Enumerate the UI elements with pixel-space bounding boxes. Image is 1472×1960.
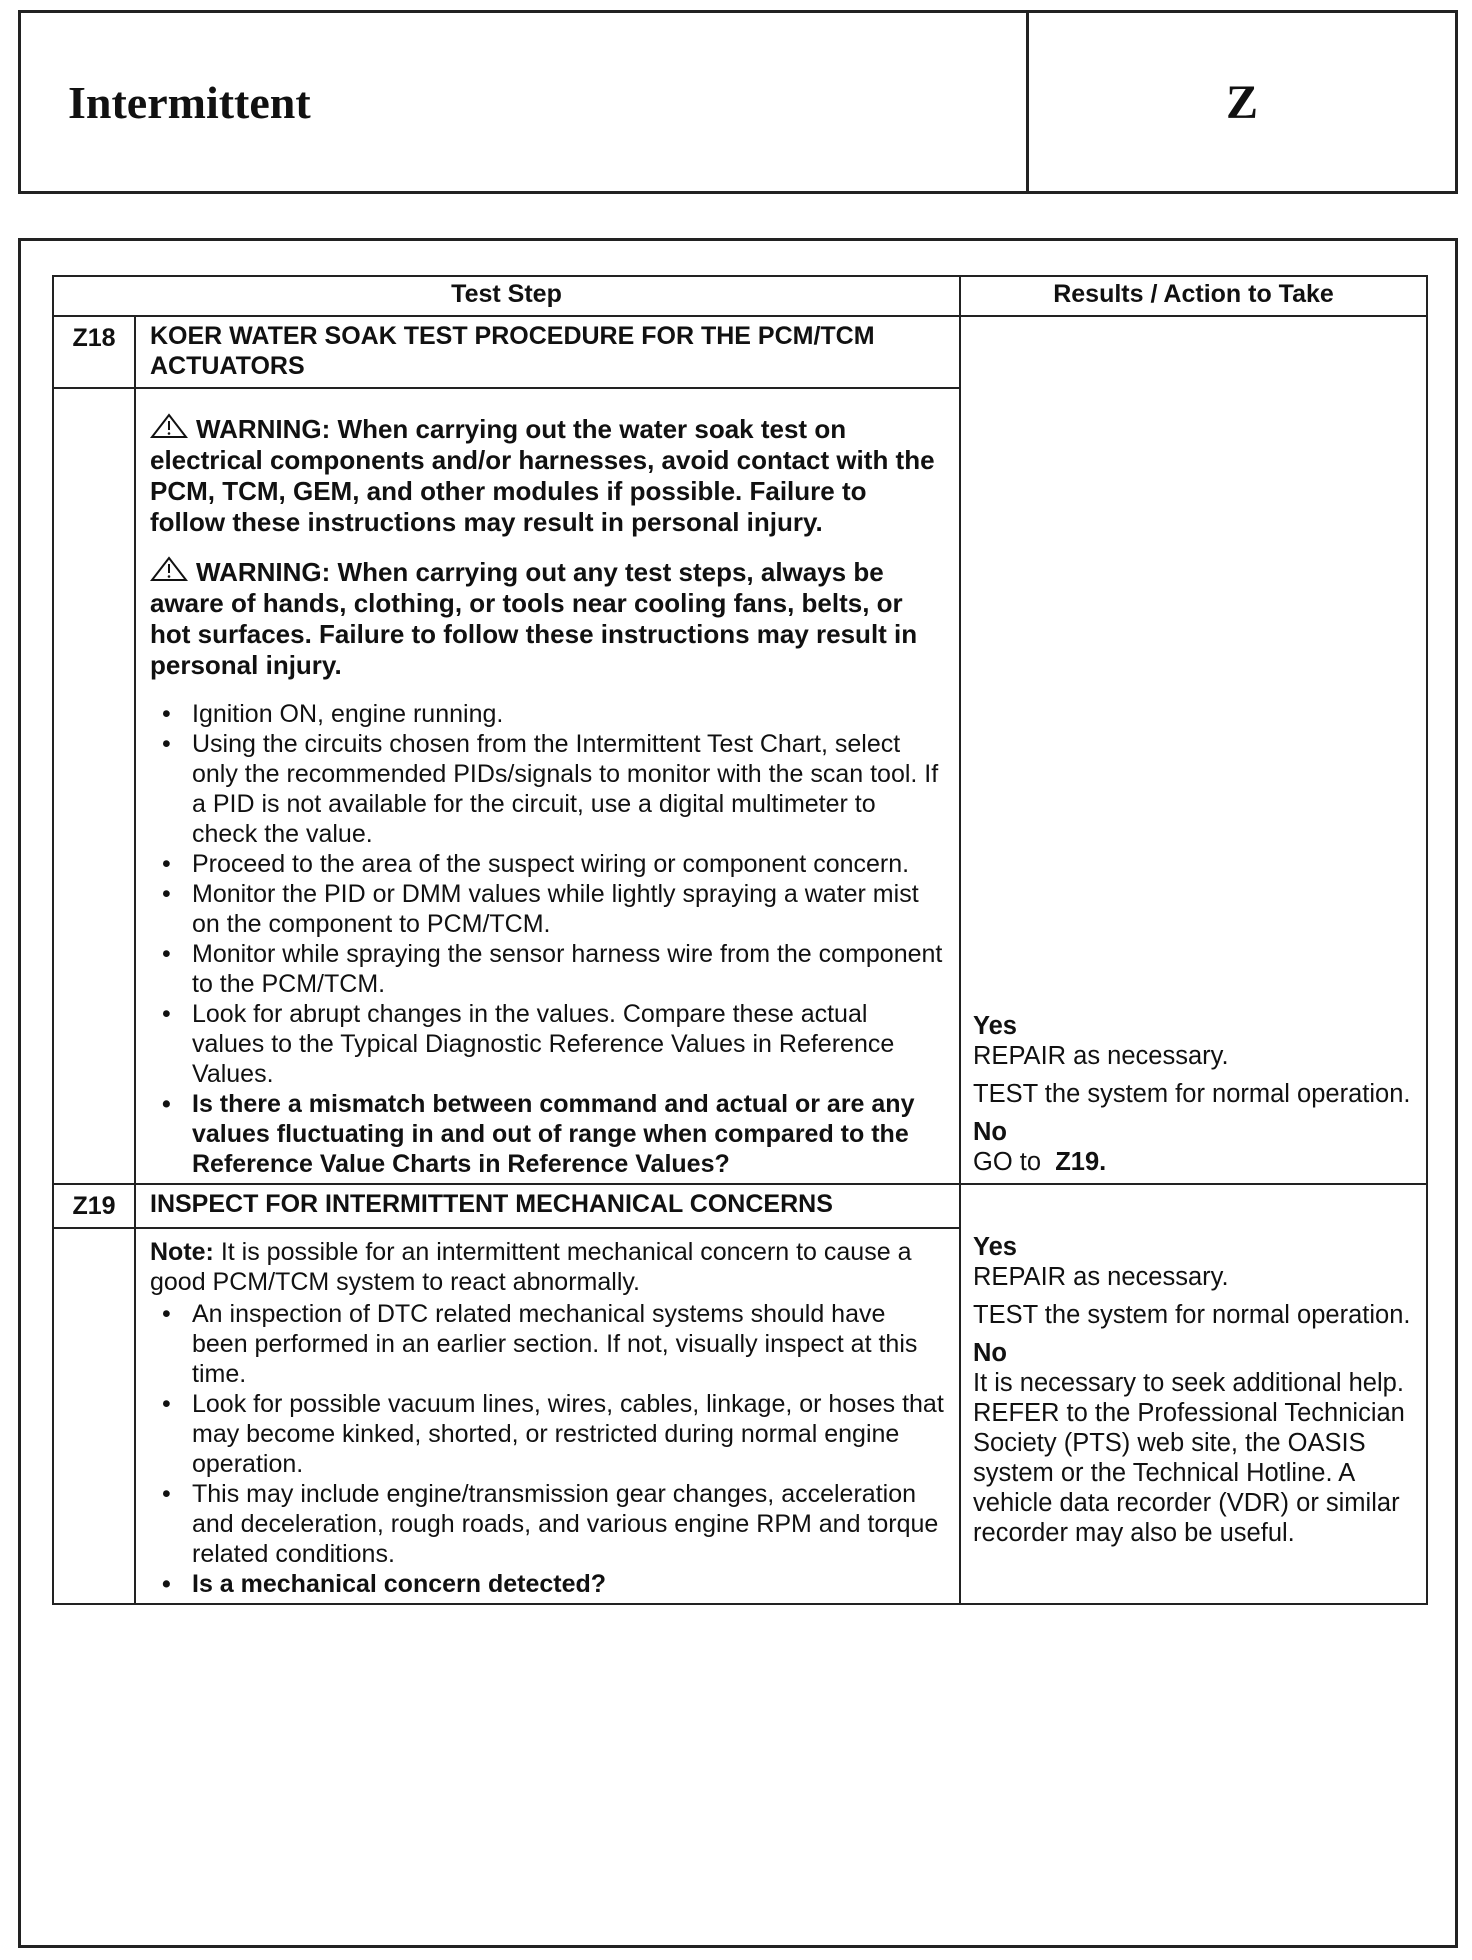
- step-id-spacer: [53, 1228, 135, 1604]
- list-item: • This may include engine/transmission gear changes, acceleration and deceleration, rough roads, and various engine RPM and torque related conditions.: [150, 1479, 945, 1569]
- section-title: Intermittent: [68, 76, 311, 128]
- step-question: • Is a mechanical concern detected?: [150, 1569, 945, 1599]
- warning-text: WARNING: When carrying out any test steps, always be aware of hands, clothing, or tools near cooling fans, belts, or hot surfaces. Failure to follow these instructions may result in personal injury.: [150, 557, 918, 680]
- list-item: • Using the circuits chosen from the Intermittent Test Chart, select only the recommended PIDs/signals to monitor with the scan tool. If a PID is not available for the circuit, use a digital multimeter to check the value.: [150, 729, 945, 849]
- header-title-cell: [21, 13, 1029, 191]
- result-no-text: GO to: [973, 1148, 1042, 1176]
- col-header-results: Results / Action to Take: [960, 276, 1427, 316]
- step-question: • Is there a mismatch between command and actual or are any values fluctuating in and out of range when compared to the Reference Value Charts in Reference Values?: [150, 1089, 945, 1179]
- result-yes-action: TEST the system for normal operation.: [973, 1080, 1411, 1108]
- step-id: Z18: [53, 316, 135, 388]
- list-item: • Ignition ON, engine running.: [150, 699, 945, 729]
- step-id-spacer: [53, 388, 135, 1184]
- list-item: • Proceed to the area of the suspect wiring or component concern.: [150, 849, 945, 879]
- step-title-row: [53, 316, 1427, 388]
- results-cell-top: [960, 1184, 1427, 1228]
- list-item: • Look for abrupt changes in the values. Compare these actual values to the Typical Diagnostic Reference Values in Reference Values.: [150, 999, 945, 1089]
- result-yes-action: REPAIR as necessary.: [973, 1042, 1229, 1070]
- note-block: [150, 1237, 945, 1297]
- result-no-label: No: [973, 1339, 1008, 1367]
- note-label: Note:: [150, 1238, 214, 1266]
- warning-triangle-icon: [150, 413, 188, 439]
- result-no-action: It is necessary to seek additional help. REFER to the Professional Technician Society (PTS) web site, the OASIS system or the Technical Hotline. A vehicle data recorder (VDR) or similar recorder may also be useful.: [973, 1369, 1405, 1547]
- step-body: [135, 1228, 960, 1604]
- results-cell: [960, 316, 1427, 1184]
- header-letter-cell: [1029, 13, 1455, 191]
- result-yes-label: Yes: [973, 1233, 1017, 1261]
- result-no-action: [973, 1147, 1414, 1177]
- step-body: [135, 388, 960, 1184]
- step-body-row: [53, 1228, 1427, 1604]
- warning-block: [150, 556, 945, 681]
- result-yes-label: Yes: [973, 1012, 1017, 1040]
- step-title-row: [53, 1184, 1427, 1228]
- list-item: • Look for possible vacuum lines, wires, cables, linkage, or hoses that may become kinked, shorted, or restricted during normal engine operation.: [150, 1389, 945, 1479]
- list-item: • Monitor the PID or DMM values while lightly spraying a water mist on the component to PCM/TCM.: [150, 879, 945, 939]
- result-yes-action: REPAIR as necessary.: [973, 1263, 1229, 1291]
- warning-text: WARNING: When carrying out the water soak test on electrical components and/or harnesses, avoid contact with the PCM, TCM, GEM, and other modules if possible. Failure to follow these instructions may result in personal injury.: [150, 414, 935, 537]
- step-bullet-list: [150, 699, 945, 1179]
- result-no-target: Z19.: [1055, 1148, 1107, 1176]
- section-letter: Z: [1225, 75, 1258, 129]
- step-title: INSPECT FOR INTERMITTENT MECHANICAL CONCERNS: [135, 1184, 960, 1228]
- step-title: KOER WATER SOAK TEST PROCEDURE FOR THE PCM/TCM ACTUATORS: [135, 316, 960, 388]
- result-no-label: No: [973, 1118, 1008, 1146]
- step-bullet-list: [150, 1299, 945, 1599]
- step-id: Z19: [53, 1184, 135, 1228]
- col-header-test-step: Test Step: [53, 276, 960, 316]
- warning-triangle-icon: [150, 556, 188, 582]
- test-step-table: [52, 275, 1428, 1605]
- list-item: • Monitor while spraying the sensor harness wire from the component to the PCM/TCM.: [150, 939, 945, 999]
- note-text: It is possible for an intermittent mechanical concern to cause a good PCM/TCM system to react abnormally.: [150, 1238, 912, 1296]
- result-yes-action: TEST the system for normal operation.: [973, 1301, 1411, 1329]
- header-box: [18, 10, 1458, 194]
- warning-block: [150, 413, 945, 538]
- table-header-row: [53, 276, 1427, 316]
- list-item: • An inspection of DTC related mechanical systems should have been performed in an earlier section. If not, visually inspect at this time.: [150, 1299, 945, 1389]
- results-cell: [960, 1228, 1427, 1604]
